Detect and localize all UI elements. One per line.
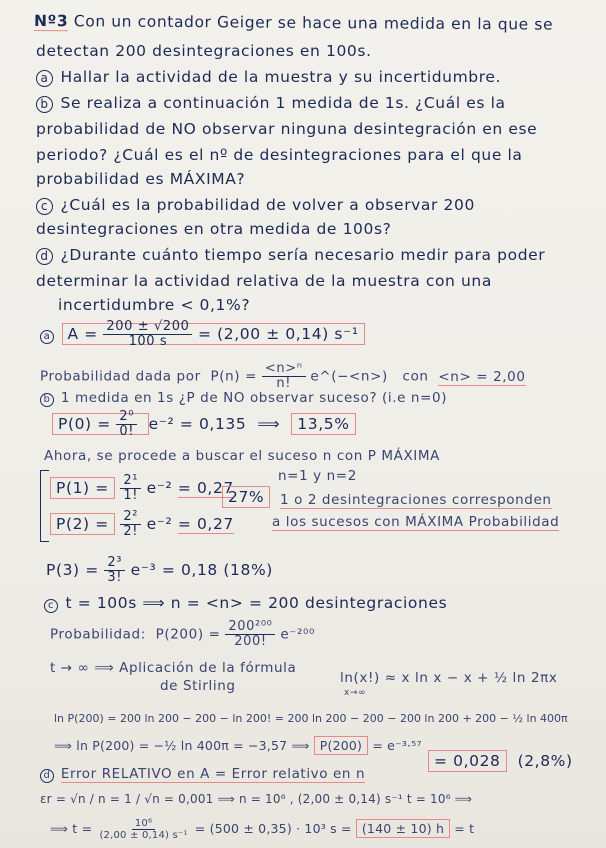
- part-b-marker: b: [36, 96, 53, 113]
- solution-b-marker: b: [40, 393, 54, 407]
- t-numerator: 10⁶: [132, 818, 155, 830]
- t-denominator: (2,00 ± 0,14) s⁻¹: [99, 830, 188, 841]
- part-d-text-1: ¿Durante cuánto tiempo sería necesario medir para poder: [60, 246, 546, 264]
- p200-exponential: e⁻²⁰⁰: [280, 626, 316, 643]
- p0-box: [52, 409, 149, 439]
- p200-denominator: 200!: [234, 634, 267, 649]
- p2-fraction: [120, 510, 141, 539]
- mean-value: <n> = 2,00: [438, 368, 526, 385]
- b-question-text: 1 medida en 1s ¿P de NO observar suceso? (i.e n=0): [60, 390, 448, 406]
- poisson-numerator: <n>ⁿ: [262, 362, 306, 377]
- part-b-text-1: Se realiza a continuación 1 medida de 1s. ¿Cuál es la: [60, 94, 506, 112]
- p3-fraction: [104, 556, 125, 585]
- p200-fraction: [225, 620, 275, 649]
- part-c-marker: c: [36, 198, 53, 215]
- c-line: t = 100s ⟹ n = <n> = 200 desintegraciones: [65, 594, 448, 612]
- p3-denominator: 3!: [107, 570, 123, 585]
- conclusion-line-2: a los sucesos con MÁXIMA Probabilidad: [272, 514, 560, 530]
- p200-numerator: 200²⁰⁰: [225, 620, 275, 635]
- t-lhs: ⟹ t =: [50, 821, 93, 836]
- p1-exponential: e⁻²: [146, 479, 173, 497]
- ahora-text: Ahora, se procede a buscar el suceso n con P MÁXIMA: [44, 448, 440, 464]
- t-rhs: = (500 ± 0,35) · 10³ s =: [194, 821, 352, 836]
- part-a-marker: a: [36, 70, 53, 87]
- activity-fraction: [103, 320, 192, 349]
- p200-lhs: P(200) =: [155, 626, 221, 643]
- p1-value: = 0,27: [177, 479, 234, 497]
- n-values: n=1 y n=2: [278, 468, 357, 484]
- p2-numerator: 2²: [120, 510, 141, 525]
- problem-intro-1: Con un contador Geiger se hace una medida en la que se: [73, 12, 554, 34]
- activity-result: = (2,00 ± 0,14) s⁻¹: [198, 325, 359, 343]
- part-a-text: Hallar la actividad de la muestra y su incertidumbre.: [60, 68, 502, 86]
- poisson-fraction: [262, 362, 306, 391]
- relative-error-line: εr = √n / n = 1 / √n = 0,001 ⟹ n = 10⁶ , (2,00 ± 0,14) s⁻¹ t = 10⁶ ⟹: [40, 792, 473, 806]
- solution-a-marker: a: [40, 330, 54, 344]
- t-fraction: [96, 818, 190, 841]
- p2-lhs: P(2) =: [50, 513, 115, 535]
- t-tail: = t: [454, 821, 475, 836]
- stirling-text-2: de Stirling: [160, 678, 236, 694]
- p3-numerator: 2³: [104, 556, 125, 571]
- part-c-text-2: desintegraciones en otra medida de 100s?: [36, 220, 392, 238]
- conclusion-line-1: 1 o 2 desintegraciones corresponden: [280, 492, 552, 508]
- p1-denominator: 1!: [123, 488, 139, 503]
- activity-lhs: A =: [67, 325, 98, 343]
- p0-numerator: 2⁰: [116, 410, 137, 425]
- stirling-text-1: t → ∞ ⟹ Aplicación de la fórmula: [50, 660, 297, 676]
- p2-exponential: e⁻²: [146, 515, 173, 533]
- part-b-text-3: periodo? ¿Cuál es el nº de desintegraciones para el que la: [36, 146, 523, 164]
- probability-label: Probabilidad:: [50, 626, 146, 643]
- p0-fraction: [116, 410, 137, 439]
- p1-numerator: 2¹: [120, 474, 141, 489]
- problem-number: Nº3: [33, 12, 69, 31]
- problem-intro-2: detectan 200 desintegraciones en 100s.: [36, 42, 372, 60]
- activity-numerator: 200 ± √200: [103, 320, 192, 335]
- p200-exp-result: = e⁻³·⁵⁷: [372, 738, 422, 753]
- part-b-text-2: probabilidad de NO observar ninguna desintegración en ese: [36, 120, 538, 138]
- poisson-lhs: P(n) =: [210, 368, 257, 385]
- d-text: Error RELATIVO en A = Error relativo en n: [60, 766, 366, 782]
- activity-denominator: 100 s: [128, 334, 168, 349]
- implies-arrow: ⟹: [257, 415, 281, 433]
- part-d-marker: d: [36, 248, 53, 265]
- p0-lhs: P(0) =: [58, 415, 111, 433]
- solution-c-marker: c: [44, 599, 58, 613]
- stirling-formula: ln(x!) ≈ x ln x − x + ½ ln 2πx: [340, 670, 558, 686]
- p200-value: = 0,028: [428, 750, 507, 772]
- t-final: (140 ± 10) h: [356, 819, 450, 838]
- p0-denominator: 0!: [119, 424, 135, 439]
- poisson-denominator: n!: [276, 376, 292, 391]
- activity-box: [62, 319, 365, 349]
- p12-percent: 27%: [222, 486, 270, 508]
- p200-box: P(200): [314, 736, 368, 755]
- p0-value: e⁻² = 0,135: [148, 415, 247, 433]
- poisson-exponential: e^(−<n>): [310, 368, 388, 385]
- p1-fraction: [120, 474, 141, 503]
- p0-percent: 13,5%: [291, 413, 355, 435]
- p3-lhs: P(3) =: [46, 561, 99, 579]
- part-d-text-3: incertidumbre < 0,1%?: [58, 296, 251, 314]
- part-c-text-1: ¿Cuál es la probabilidad de volver a observar 200: [60, 196, 475, 214]
- p2-denominator: 2!: [123, 524, 139, 539]
- solution-d-marker: d: [40, 769, 54, 783]
- p1-lhs: P(1) =: [50, 477, 115, 499]
- p3-value: e⁻³ = 0,18 (18%): [130, 561, 273, 579]
- left-bracket: [40, 470, 49, 542]
- ln-expansion: ln P(200) = 200 ln 200 − 200 − ln 200! = 200 ln 200 − 200 − 200 ln 200 + 200 − ½ ln 400π: [54, 712, 568, 725]
- p200-percent: (2,8%): [517, 752, 573, 770]
- p2-value: = 0,27: [177, 515, 234, 533]
- stirling-limit: x→∞: [344, 688, 367, 698]
- part-d-text-2: determinar la actividad relativa de la muestra con una: [36, 272, 492, 290]
- con-label: con: [402, 368, 429, 385]
- probability-given-label: Probabilidad dada por: [40, 368, 201, 385]
- part-b-text-4: probabilidad es MÁXIMA?: [36, 170, 246, 188]
- ln-result: ⟹ ln P(200) = −½ ln 400π = −3,57 ⟹: [54, 738, 310, 753]
